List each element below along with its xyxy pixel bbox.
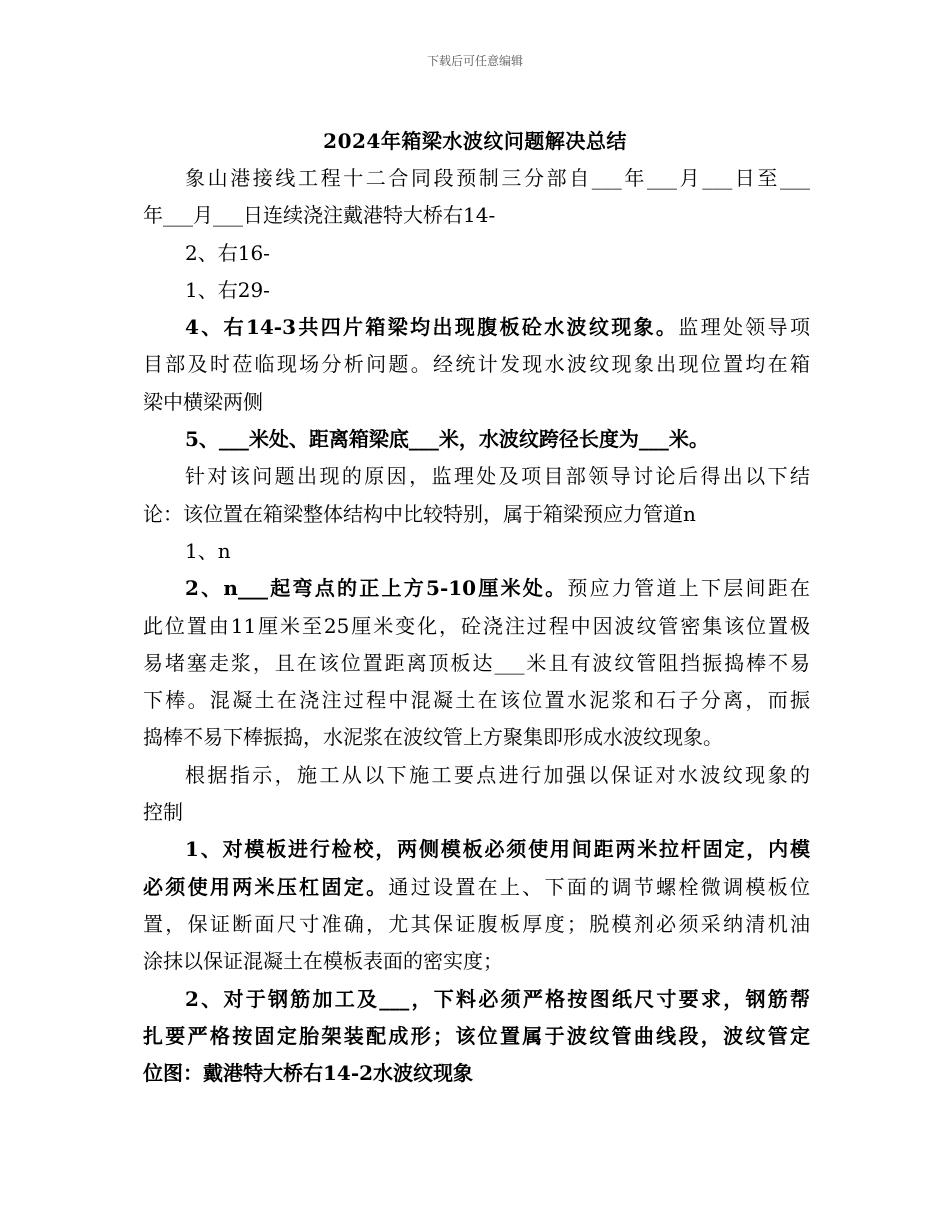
bold-text: 4、右14-3共四片箱梁均出现腹板砼水波纹现象。 xyxy=(185,315,679,340)
bold-text: 5、___米处、距离箱梁底___米，水波纹跨径长度为___米。 xyxy=(185,427,709,452)
list-item: 2、右16- xyxy=(185,240,270,265)
list-item: 2、n___起弯点的正上方5-10厘米处。预应力管道上下层间距在 xyxy=(185,576,810,601)
text-line xyxy=(143,1018,810,1055)
list-item xyxy=(143,421,810,458)
text-line: 目部及时莅临现场分析问题。经统计发现水波纹现象出现位置均在箱 xyxy=(143,352,810,377)
list-item xyxy=(143,831,810,868)
text-line xyxy=(143,1055,810,1092)
text-line: 捣棒不易下棒振捣，水泥浆在波纹管上方聚集即形成水波纹现象。 xyxy=(143,725,723,750)
bold-text: 1、对模板进行检校，两侧模板必须使用间距两米拉杆固定，内模 xyxy=(185,837,810,862)
text-line: 年___月___日连续浇注戴港特大桥右14- xyxy=(143,203,496,228)
text-line: 必须使用两米压杠固定。通过设置在上、下面的调节螺栓微调模板位 xyxy=(143,874,810,899)
text-line: 梁中横梁两侧 xyxy=(143,389,263,414)
text-line: 象山港接线工程十二合同段预制三分部自___年___月___日至___ xyxy=(185,166,810,190)
list-item xyxy=(143,981,810,1018)
text-line: 根据指示，施工从以下施工要点进行加强以保证对水波纹现象的 xyxy=(185,762,810,787)
bold-text: 扎要严格按固定胎架装配成形；该位置属于波纹管曲线段，波纹管定 xyxy=(143,1023,810,1048)
text-line: 此位置由11厘米至25厘米变化，砼浇注过程中因波纹管密集该位置极 xyxy=(143,613,810,638)
text-line: 置，保证断面尺寸准确，尤其保证腹板厚度；脱模剂必须采纳清机油 xyxy=(143,911,810,936)
bold-text: 位图：戴港特大桥右14-2水波纹现象 xyxy=(143,1061,474,1086)
list-item: 4、右14-3共四片箱梁均出现腹板砼水波纹现象。监理处领导项 xyxy=(185,315,810,340)
text-line: 涂抹以保证混凝土在模板表面的密实度； xyxy=(143,949,503,974)
page-header: 下载后可任意编辑 xyxy=(426,54,523,68)
bold-text: 2、对于钢筋加工及___，下料必须严格按图纸尺寸要求，钢筋帮 xyxy=(185,986,810,1011)
text-line: 论：该位置在箱梁整体结构中比较特别，属于箱梁预应力管道n xyxy=(143,501,696,526)
text-line: 易堵塞走浆，且在该位置距离顶板达___米且有波纹管阻挡振捣棒不易 xyxy=(143,650,810,675)
bold-text: 必须使用两米压杠固定。 xyxy=(143,874,389,899)
text-line: 针对该问题出现的原因，监理处及项目部领导讨论后得出以下结 xyxy=(185,464,810,489)
list-item: 1、n xyxy=(185,538,231,563)
document-body xyxy=(143,160,810,1092)
bold-text: 2、n___起弯点的正上方5-10厘米处。 xyxy=(185,576,568,601)
text-line: 控制 xyxy=(143,800,183,825)
text-line: 下棒。混凝土在浇注过程中混凝土在该位置水泥浆和石子分离，而振 xyxy=(143,688,810,713)
document-title: 2024年箱梁水波纹问题解决总结 xyxy=(323,129,627,153)
list-item: 1、右29- xyxy=(185,277,270,302)
